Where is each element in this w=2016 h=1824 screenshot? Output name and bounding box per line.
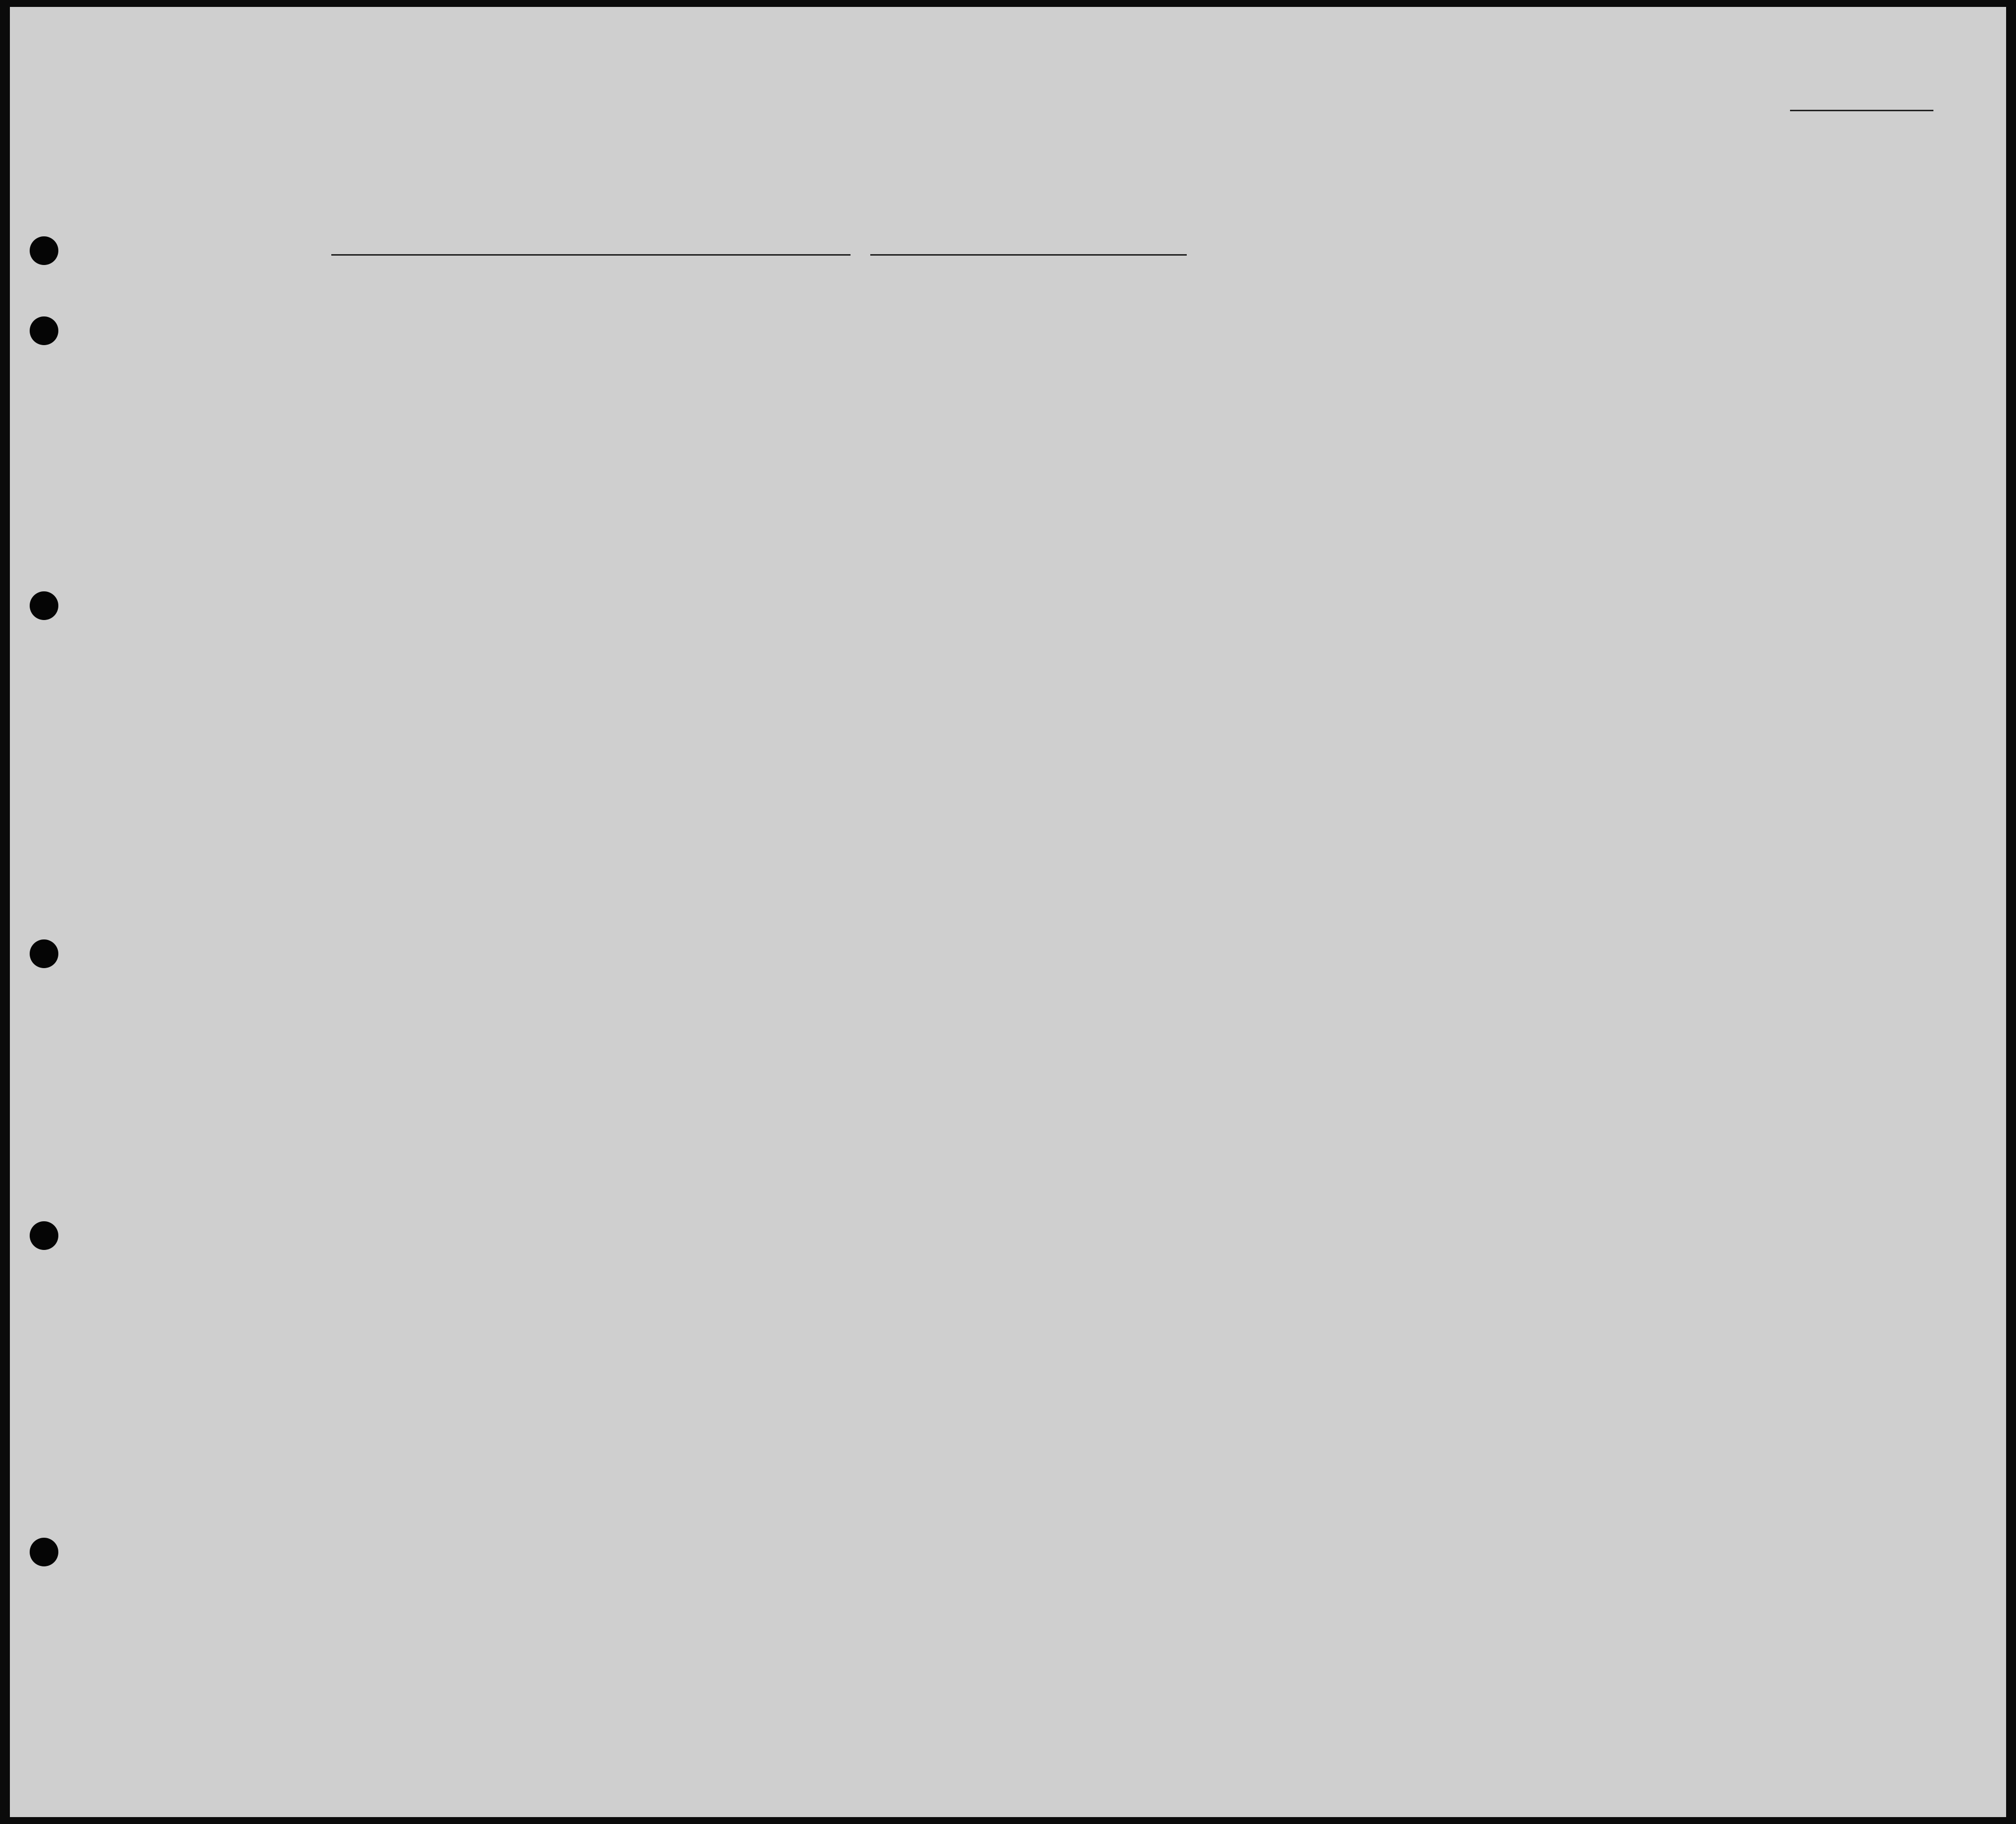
binder-hole — [30, 236, 58, 265]
manifest-grid — [10, 7, 2006, 1817]
manifest-sheet — [10, 7, 2006, 1817]
binder-hole — [30, 591, 58, 620]
binder-hole — [30, 316, 58, 345]
binder-hole — [30, 1538, 58, 1566]
binder-hole — [30, 1221, 58, 1250]
binder-hole — [30, 939, 58, 968]
